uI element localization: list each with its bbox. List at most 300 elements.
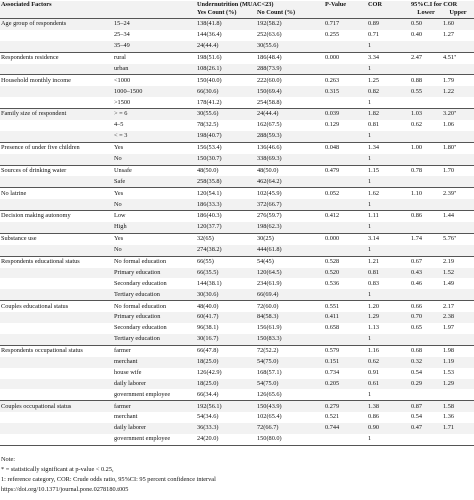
yes-count-cell: 126(42.9) xyxy=(196,368,256,379)
ci-lower-cell: 1.03 xyxy=(410,109,442,120)
ci-lower-cell: 0.70 xyxy=(410,312,442,323)
level-cell: No formal education xyxy=(109,256,196,267)
ci-upper-cell: 1.79 xyxy=(442,75,474,86)
level-cell: rural xyxy=(109,52,196,63)
p-value-cell: 0.412 xyxy=(324,211,367,222)
no-count-cell: 156(61.9) xyxy=(256,323,324,334)
p-value-cell: 0.129 xyxy=(324,120,367,131)
ci-upper-cell: 1.19 xyxy=(442,357,474,368)
yes-count-cell: 66(30.6) xyxy=(196,86,256,97)
ci-upper-cell: 1.80* xyxy=(442,142,474,153)
table-body xyxy=(0,19,474,446)
table-row xyxy=(0,245,474,256)
level-cell: government employee xyxy=(109,389,196,400)
factor-cell xyxy=(0,199,109,210)
ci-upper-cell xyxy=(442,334,474,345)
yes-count-cell: 150(30.7) xyxy=(196,154,256,165)
p-value-cell: 0.048 xyxy=(324,142,367,153)
yes-count-cell: 48(40.0) xyxy=(196,301,256,312)
table-row xyxy=(0,165,474,176)
table-row xyxy=(0,86,474,97)
no-count-cell: 84(58.3) xyxy=(256,312,324,323)
ci-upper-cell xyxy=(442,245,474,256)
yes-count-cell: 96(38.1) xyxy=(196,323,256,334)
p-value-cell: 0.411 xyxy=(324,312,367,323)
factor-cell: Presence of under five children xyxy=(0,142,109,153)
table-row xyxy=(0,289,474,300)
no-count-cell: 54(75.0) xyxy=(256,357,324,368)
ci-lower-cell xyxy=(410,222,442,233)
no-count-cell: 24(44.4) xyxy=(256,109,324,120)
header-yes-count: Yes Count (%) xyxy=(196,9,256,19)
factor-cell xyxy=(0,268,109,279)
factor-cell xyxy=(0,379,109,390)
table-row xyxy=(0,278,474,289)
p-value-cell: 0.658 xyxy=(324,323,367,334)
ci-lower-cell: 1.10 xyxy=(410,188,442,199)
ci-upper-cell xyxy=(442,154,474,165)
level-cell: urban xyxy=(109,64,196,75)
factor-cell xyxy=(0,423,109,434)
ci-lower-cell: 0.29 xyxy=(410,379,442,390)
cor-cell: 0.82 xyxy=(367,86,410,97)
table-row xyxy=(0,312,474,323)
p-value-cell xyxy=(324,289,367,300)
factor-cell xyxy=(0,368,109,379)
level-cell: Safe xyxy=(109,176,196,187)
p-value-cell: 0.000 xyxy=(324,52,367,63)
ci-upper-cell: 2.19 xyxy=(442,256,474,267)
yes-count-cell: 192(56.1) xyxy=(196,401,256,412)
associated-factors-table xyxy=(0,1,474,446)
ci-lower-cell xyxy=(410,199,442,210)
ci-upper-cell: 1.58 xyxy=(442,401,474,412)
ci-upper-cell: 3.20* xyxy=(442,109,474,120)
cor-cell: 0.86 xyxy=(367,412,410,423)
ci-lower-cell xyxy=(410,176,442,187)
factor-cell: Couples educational status xyxy=(0,301,109,312)
cor-cell: 3.14 xyxy=(367,233,410,244)
level-cell: 35–49 xyxy=(109,41,196,52)
ci-lower-cell: 0.68 xyxy=(410,345,442,356)
no-count-cell: 72(66.7) xyxy=(256,423,324,434)
no-count-cell: 288(59.3) xyxy=(256,131,324,142)
p-value-cell: 0.551 xyxy=(324,301,367,312)
level-cell: merchant xyxy=(109,412,196,423)
header-ci: 95%C.I for COR xyxy=(410,1,474,9)
cor-cell: 0.91 xyxy=(367,368,410,379)
header-lower: Lower xyxy=(410,9,442,19)
ci-upper-cell xyxy=(442,41,474,52)
level-cell: Tertiary education xyxy=(109,289,196,300)
header-pvalue: P-Value xyxy=(324,1,367,9)
no-count-cell: 150(69.4) xyxy=(256,86,324,97)
yes-count-cell: 66(47.8) xyxy=(196,345,256,356)
table-row xyxy=(0,357,474,368)
level-cell: No xyxy=(109,245,196,256)
p-value-cell xyxy=(324,41,367,52)
factor-cell xyxy=(0,30,109,41)
cor-cell: 1.20 xyxy=(367,301,410,312)
factor-cell: Family size of respondent xyxy=(0,109,109,120)
ci-lower-cell: 0.54 xyxy=(410,368,442,379)
cor-cell: 0.81 xyxy=(367,268,410,279)
notes-significance: * = statistically significant at p-value < 0.25, xyxy=(1,466,114,473)
p-value-cell xyxy=(324,222,367,233)
no-count-cell: 192(58.2) xyxy=(256,19,324,30)
yes-count-cell: 66(34.4) xyxy=(196,389,256,400)
factor-cell xyxy=(0,97,109,108)
factor-cell: Age group of respondents xyxy=(0,19,109,30)
yes-count-cell: 186(33.3) xyxy=(196,199,256,210)
ci-lower-cell: 0.50 xyxy=(410,19,442,30)
ci-upper-cell: 1.97 xyxy=(442,323,474,334)
ci-lower-cell: 0.46 xyxy=(410,278,442,289)
level-cell: <1000 xyxy=(109,75,196,86)
yes-count-cell: 30(16.7) xyxy=(196,334,256,345)
no-count-cell: 254(58.8) xyxy=(256,97,324,108)
no-count-cell: 150(43.9) xyxy=(256,401,324,412)
ci-upper-cell: 2.17 xyxy=(442,301,474,312)
yes-count-cell: 108(26.1) xyxy=(196,64,256,75)
cor-cell: 1.38 xyxy=(367,401,410,412)
yes-count-cell: 144(38.1) xyxy=(196,278,256,289)
table-header xyxy=(0,1,474,19)
factor-cell: Couples occupational status xyxy=(0,401,109,412)
ci-upper-cell: 1.98 xyxy=(442,345,474,356)
table-notes xyxy=(1,455,216,495)
yes-count-cell: 54(34.6) xyxy=(196,412,256,423)
cor-cell: 1 xyxy=(367,176,410,187)
table-row xyxy=(0,222,474,233)
p-value-cell: 0.744 xyxy=(324,423,367,434)
yes-count-cell: 144(36.4) xyxy=(196,30,256,41)
significance-marker: * xyxy=(454,189,457,195)
factor-cell xyxy=(0,323,109,334)
cor-cell: 1 xyxy=(367,389,410,400)
p-value-cell: 0.479 xyxy=(324,165,367,176)
table-row xyxy=(0,211,474,222)
table-row xyxy=(0,233,474,244)
p-value-cell xyxy=(324,434,367,445)
cor-cell: 1.21 xyxy=(367,256,410,267)
p-value-cell: 0.521 xyxy=(324,412,367,423)
table-row xyxy=(0,268,474,279)
no-count-cell: 198(62.3) xyxy=(256,222,324,233)
p-value-cell xyxy=(324,131,367,142)
ci-upper-cell xyxy=(442,199,474,210)
table-row xyxy=(0,401,474,412)
yes-count-cell: 66(55) xyxy=(196,256,256,267)
cor-cell: 1.15 xyxy=(367,165,410,176)
cor-cell: 1 xyxy=(367,222,410,233)
yes-count-cell: 138(41.8) xyxy=(196,19,256,30)
no-count-cell: 186(48.4) xyxy=(256,52,324,63)
factor-cell: Household monthly income xyxy=(0,75,109,86)
ci-lower-cell: 0.43 xyxy=(410,268,442,279)
p-value-cell: 0.315 xyxy=(324,86,367,97)
no-count-cell: 162(67.5) xyxy=(256,120,324,131)
p-value-cell xyxy=(324,97,367,108)
factor-cell xyxy=(0,389,109,400)
factor-cell xyxy=(0,86,109,97)
ci-lower-cell: 1.00 xyxy=(410,142,442,153)
table-row xyxy=(0,41,474,52)
ci-lower-cell xyxy=(410,389,442,400)
ci-lower-cell: 2.47 xyxy=(410,52,442,63)
factor-cell: Sources of drinking water xyxy=(0,165,109,176)
ci-lower-cell xyxy=(410,245,442,256)
cor-cell: 0.83 xyxy=(367,278,410,289)
table-row xyxy=(0,176,474,187)
yes-count-cell: 274(38.2) xyxy=(196,245,256,256)
no-count-cell: 462(64.2) xyxy=(256,176,324,187)
table-row xyxy=(0,412,474,423)
level-cell: Low xyxy=(109,211,196,222)
p-value-cell xyxy=(324,64,367,75)
no-count-cell: 150(83.3) xyxy=(256,334,324,345)
level-cell: daily laborer xyxy=(109,379,196,390)
table-row xyxy=(0,389,474,400)
header-cor: COR xyxy=(367,1,410,9)
ci-upper-cell xyxy=(442,64,474,75)
level-cell: 1000–1500 xyxy=(109,86,196,97)
ci-lower-cell xyxy=(410,289,442,300)
ci-lower-cell: 0.67 xyxy=(410,256,442,267)
p-value-cell xyxy=(324,199,367,210)
yes-count-cell: 18(25.0) xyxy=(196,379,256,390)
cor-cell: 1 xyxy=(367,97,410,108)
p-value-cell: 0.263 xyxy=(324,75,367,86)
p-value-cell: 0.000 xyxy=(324,233,367,244)
factor-cell xyxy=(0,289,109,300)
yes-count-cell: 36(33.3) xyxy=(196,423,256,434)
ci-lower-cell xyxy=(410,64,442,75)
level-cell: Yes xyxy=(109,188,196,199)
yes-count-cell: 60(41.7) xyxy=(196,312,256,323)
factor-cell xyxy=(0,222,109,233)
factor-cell: Respondents occupational status xyxy=(0,345,109,356)
ci-lower-cell: 0.54 xyxy=(410,412,442,423)
no-count-cell: 372(66.7) xyxy=(256,199,324,210)
ci-upper-cell xyxy=(442,289,474,300)
cor-cell: 1 xyxy=(367,289,410,300)
level-cell: 25–34 xyxy=(109,30,196,41)
yes-count-cell: 198(51.6) xyxy=(196,52,256,63)
ci-lower-cell: 0.88 xyxy=(410,75,442,86)
yes-count-cell: 78(32.5) xyxy=(196,120,256,131)
table-row xyxy=(0,323,474,334)
cor-cell: 1 xyxy=(367,154,410,165)
ci-lower-cell: 0.66 xyxy=(410,301,442,312)
p-value-cell: 0.052 xyxy=(324,188,367,199)
ci-upper-cell xyxy=(442,222,474,233)
ci-upper-cell: 1.49 xyxy=(442,278,474,289)
ci-upper-cell: 4.51* xyxy=(442,52,474,63)
table-row xyxy=(0,19,474,30)
yes-count-cell: 156(53.4) xyxy=(196,142,256,153)
no-count-cell: 150(80.0) xyxy=(256,434,324,445)
factor-cell xyxy=(0,64,109,75)
level-cell: High xyxy=(109,222,196,233)
table-row xyxy=(0,345,474,356)
level-cell: government employee xyxy=(109,434,196,445)
ci-upper-cell: 2.38 xyxy=(442,312,474,323)
yes-count-cell: 198(40.7) xyxy=(196,131,256,142)
level-cell: farmer xyxy=(109,345,196,356)
table-row xyxy=(0,109,474,120)
no-count-cell: 30(25) xyxy=(256,233,324,244)
p-value-cell: 0.205 xyxy=(324,379,367,390)
factor-cell xyxy=(0,41,109,52)
ci-upper-cell: 1.29 xyxy=(442,379,474,390)
factor-cell xyxy=(0,334,109,345)
ci-lower-cell xyxy=(410,434,442,445)
cor-cell: 1 xyxy=(367,41,410,52)
cor-cell: 1 xyxy=(367,199,410,210)
level-cell: No xyxy=(109,199,196,210)
p-value-cell: 0.536 xyxy=(324,278,367,289)
no-count-cell: 444(61.8) xyxy=(256,245,324,256)
yes-count-cell: 24(20.0) xyxy=(196,434,256,445)
level-cell: Secondary education xyxy=(109,323,196,334)
level-cell: house wife xyxy=(109,368,196,379)
table-row xyxy=(0,334,474,345)
level-cell: Secondary education xyxy=(109,278,196,289)
no-count-cell: 54(75.0) xyxy=(256,379,324,390)
table-row xyxy=(0,120,474,131)
factor-cell xyxy=(0,131,109,142)
ci-lower-cell: 0.65 xyxy=(410,323,442,334)
level-cell: Primary education xyxy=(109,312,196,323)
no-count-cell: 120(64.5) xyxy=(256,268,324,279)
level-cell: < = 3 xyxy=(109,131,196,142)
level-cell: Yes xyxy=(109,142,196,153)
notes-title: Note: xyxy=(1,456,15,463)
yes-count-cell: 66(35.5) xyxy=(196,268,256,279)
table-row xyxy=(0,97,474,108)
no-count-cell: 48(50.0) xyxy=(256,165,324,176)
yes-count-cell: 186(40.3) xyxy=(196,211,256,222)
ci-upper-cell: 1.52 xyxy=(442,268,474,279)
ci-upper-cell: 1.36 xyxy=(442,412,474,423)
ci-upper-cell: 5.76* xyxy=(442,233,474,244)
yes-count-cell: 120(37.7) xyxy=(196,222,256,233)
cor-cell: 1.13 xyxy=(367,323,410,334)
ci-upper-cell xyxy=(442,389,474,400)
cor-cell: 1 xyxy=(367,245,410,256)
cor-cell: 1.25 xyxy=(367,75,410,86)
ci-upper-cell: 1.70 xyxy=(442,165,474,176)
header-upper: Upper xyxy=(442,9,474,19)
yes-count-cell: 150(40.0) xyxy=(196,75,256,86)
factor-cell xyxy=(0,357,109,368)
p-value-cell: 0.717 xyxy=(324,19,367,30)
table-row xyxy=(0,142,474,153)
level-cell: No formal education xyxy=(109,301,196,312)
cor-cell: 0.90 xyxy=(367,423,410,434)
significance-marker: * xyxy=(454,235,457,241)
p-value-cell: 0.579 xyxy=(324,345,367,356)
cor-cell: 1 xyxy=(367,334,410,345)
no-count-cell: 276(59.7) xyxy=(256,211,324,222)
yes-count-cell: 178(41.2) xyxy=(196,97,256,108)
level-cell: Yes xyxy=(109,233,196,244)
cor-cell: 0.61 xyxy=(367,379,410,390)
p-value-cell xyxy=(324,154,367,165)
cor-cell: 1 xyxy=(367,64,410,75)
cor-cell: 1.16 xyxy=(367,345,410,356)
level-cell: farmer xyxy=(109,401,196,412)
ci-lower-cell: 0.78 xyxy=(410,165,442,176)
factor-cell xyxy=(0,434,109,445)
p-value-cell xyxy=(324,389,367,400)
ci-lower-cell: 0.40 xyxy=(410,30,442,41)
no-count-cell: 234(61.9) xyxy=(256,278,324,289)
cor-cell: 1.34 xyxy=(367,142,410,153)
ci-upper-cell: 1.44 xyxy=(442,211,474,222)
p-value-cell xyxy=(324,334,367,345)
significance-marker: * xyxy=(454,144,457,150)
header-factor: Associated Factors xyxy=(0,1,109,9)
ci-lower-cell: 0.47 xyxy=(410,423,442,434)
factor-cell xyxy=(0,120,109,131)
cor-cell: 0.71 xyxy=(367,30,410,41)
factor-cell: No latrine xyxy=(0,188,109,199)
no-count-cell: 72(60.0) xyxy=(256,301,324,312)
ci-lower-cell xyxy=(410,154,442,165)
no-count-cell: 338(69.3) xyxy=(256,154,324,165)
factor-cell xyxy=(0,245,109,256)
level-cell: Tertiary education xyxy=(109,334,196,345)
yes-count-cell: 48(50.0) xyxy=(196,165,256,176)
factor-cell: Substance use xyxy=(0,233,109,244)
p-value-cell: 0.255 xyxy=(324,30,367,41)
factor-cell xyxy=(0,154,109,165)
table-row xyxy=(0,199,474,210)
cor-cell: 0.62 xyxy=(367,357,410,368)
yes-count-cell: 32(65) xyxy=(196,233,256,244)
cor-cell: 0.89 xyxy=(367,19,410,30)
notes-doi-link[interactable]: https://doi.org/10.1371/journal.pone.0278180.t005 xyxy=(1,486,129,493)
no-count-cell: 222(60.0) xyxy=(256,75,324,86)
level-cell: >1500 xyxy=(109,97,196,108)
no-count-cell: 288(73.9) xyxy=(256,64,324,75)
yes-count-cell: 120(54.1) xyxy=(196,188,256,199)
factor-cell xyxy=(0,412,109,423)
cor-cell: 0.81 xyxy=(367,120,410,131)
table-row xyxy=(0,154,474,165)
cor-cell: 1.82 xyxy=(367,109,410,120)
table-row xyxy=(0,379,474,390)
level-cell: > = 6 xyxy=(109,109,196,120)
no-count-cell: 54(45) xyxy=(256,256,324,267)
p-value-cell xyxy=(324,176,367,187)
factor-cell: Respondents educational status xyxy=(0,256,109,267)
level-cell: Unsafe xyxy=(109,165,196,176)
no-count-cell: 72(52.2) xyxy=(256,345,324,356)
ci-upper-cell: 1.27 xyxy=(442,30,474,41)
yes-count-cell: 30(55.6) xyxy=(196,109,256,120)
significance-marker: * xyxy=(454,110,457,116)
no-count-cell: 136(46.6) xyxy=(256,142,324,153)
no-count-cell: 102(65.4) xyxy=(256,412,324,423)
ci-lower-cell xyxy=(410,131,442,142)
header-undernutrition: Undernutrition (MUAC<23) xyxy=(196,1,324,9)
ci-lower-cell: 0.55 xyxy=(410,86,442,97)
cor-cell: 1.11 xyxy=(367,211,410,222)
cor-cell: 1 xyxy=(367,131,410,142)
